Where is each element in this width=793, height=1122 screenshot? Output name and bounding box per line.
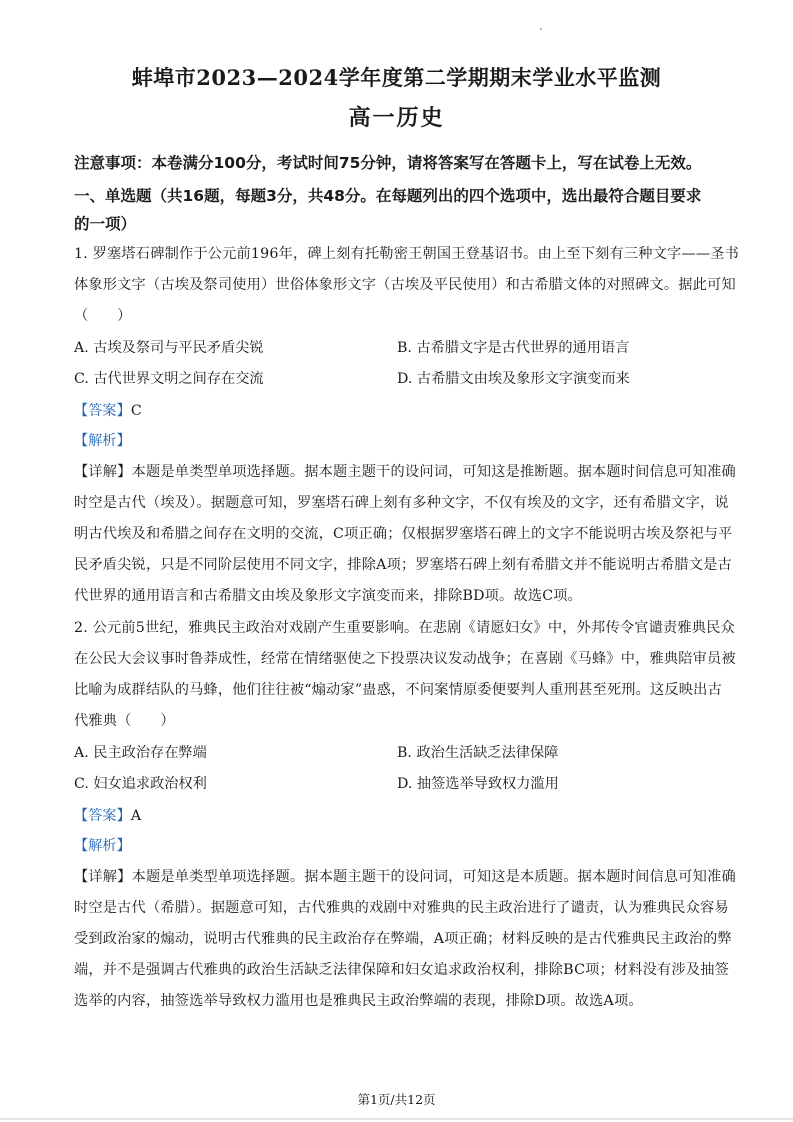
option-b: B. 政治生活缺乏法律保障 xyxy=(397,745,559,761)
detail-line: 民矛盾尖锐，只是不同阶层使用不同文字，排除A项；罗塞塔石碑上刻有希腊文并不能说明古希腊文是古 xyxy=(74,557,732,573)
detail-line: 受到政治家的煽动，说明古代雅典的民主政治存在弊端，A项正确；材料反映的是古代雅典民主政治的弊 xyxy=(74,931,732,947)
notice-text: 注意事项：本卷满分100分，考试时间75分钟，请将答案写在答题卡上，写在试卷上无效。 xyxy=(74,154,702,172)
question-text-line: 2. 公元前5世纪，雅典民主政治对戏剧产生重要影响。在悲剧《请愿妇女》中，外邦传令官谴责雅典民众 xyxy=(74,620,735,636)
question-text-line: 体象形文字（古埃及祭司使用）世俗体象形文字（古埃及平民使用）和古希腊文体的对照碑文。据此可知 xyxy=(74,277,736,293)
analysis-line xyxy=(74,835,131,855)
option-d: D. 古希腊文由埃及象形文字演变而来 xyxy=(397,371,630,387)
detail-line: 【详解】本题是单类型单项选择题。据本题主题干的设问词，可知这是本质题。据本题时间信息可知准确 xyxy=(74,869,736,885)
answer-value: A xyxy=(130,808,142,824)
option-a: A. 古埃及祭司与平民矛盾尖锐 xyxy=(74,340,264,356)
detail-line: 选举的内容，抽签选举导致权力滥用也是雅典民主政治弊端的表现，排除D项。故选A项。 xyxy=(74,993,643,1009)
page-bottom-edge xyxy=(0,1118,793,1120)
scan-mark xyxy=(540,28,542,30)
answer-tag: 【答案】 xyxy=(74,808,131,824)
question-text-line: 在公民大会议事时鲁莽成性，经常在情绪驱使之下投票决议发动战争；在喜剧《马蜂》中，雅典陪审员被 xyxy=(74,651,736,667)
section-heading-cont: 的一项） xyxy=(74,215,137,233)
question-text-line: 比喻为成群结队的马蜂，他们往往被“煽动家”蛊惑，不问案情原委便要判人重刑甚至死刑。这反映出古 xyxy=(74,682,722,698)
detail-line: 【详解】本题是单类型单项选择题。据本题主题干的设问词，可知这是推断题。据本题时间信息可知准确 xyxy=(74,464,736,480)
answer-line xyxy=(74,805,141,825)
detail-tag: 详解 xyxy=(88,869,118,885)
question-text-line: 代雅典（ ） xyxy=(74,713,175,729)
analysis-line xyxy=(74,430,131,450)
analysis-tag: 【解析】 xyxy=(74,838,131,854)
detail-line: 代世界的通用语言和古希腊文由埃及象形文字演变而来，排除BD项。故选C项。 xyxy=(74,588,583,604)
answer-value: C xyxy=(130,403,142,419)
detail-line: 端，并不是强调古代雅典的政治生活缺乏法律保障和妇女追求政治权利，排除BC项；材料没有涉及抽签 xyxy=(74,962,729,978)
option-a: A. 民主政治存在弊端 xyxy=(74,745,207,761)
section-heading: 一、单选题（共16题，每题3分，共48分。在每题列出的四个选项中，选出最符合题目要求 xyxy=(74,187,702,205)
detail-tag: 详解 xyxy=(88,464,118,480)
analysis-tag: 【解析】 xyxy=(74,433,131,449)
answer-tag: 【答案】 xyxy=(74,403,131,419)
exam-title: 蚌埠市2023—2024学年度第二学期期末学业水平监测 xyxy=(131,65,662,90)
page-number: 第1页/共12页 xyxy=(357,1092,436,1107)
option-c: C. 妇女追求政治权利 xyxy=(74,776,207,792)
subject-title: 高一历史 xyxy=(348,105,445,131)
answer-line xyxy=(74,400,142,420)
question-text-line: （ ） xyxy=(74,308,132,324)
question-text-line: 1. 罗塞塔石碑制作于公元前196年，碑上刻有托勒密王朝国王登基诏书。由上至下刻有三种文字——圣书 xyxy=(74,246,739,262)
option-d: D. 抽签选举导致权力滥用 xyxy=(397,776,559,792)
option-c: C. 古代世界文明之间存在交流 xyxy=(74,371,264,387)
detail-line: 明古代埃及和希腊之间存在文明的交流，C项正确；仅根据罗塞塔石碑上的文字不能说明古埃及祭祀与平 xyxy=(74,526,733,542)
detail-line: 时空是古代（埃及）。据题意可知，罗塞塔石碑上刻有多种文字，不仅有埃及的文字，还有希腊文字，说 xyxy=(74,495,729,511)
detail-line: 时空是古代（希腊）。据题意可知，古代雅典的戏剧中对雅典的民主政治进行了谴责，认为雅典民众容易 xyxy=(74,900,729,916)
option-b: B. 古希腊文字是古代世界的通用语言 xyxy=(397,340,630,356)
